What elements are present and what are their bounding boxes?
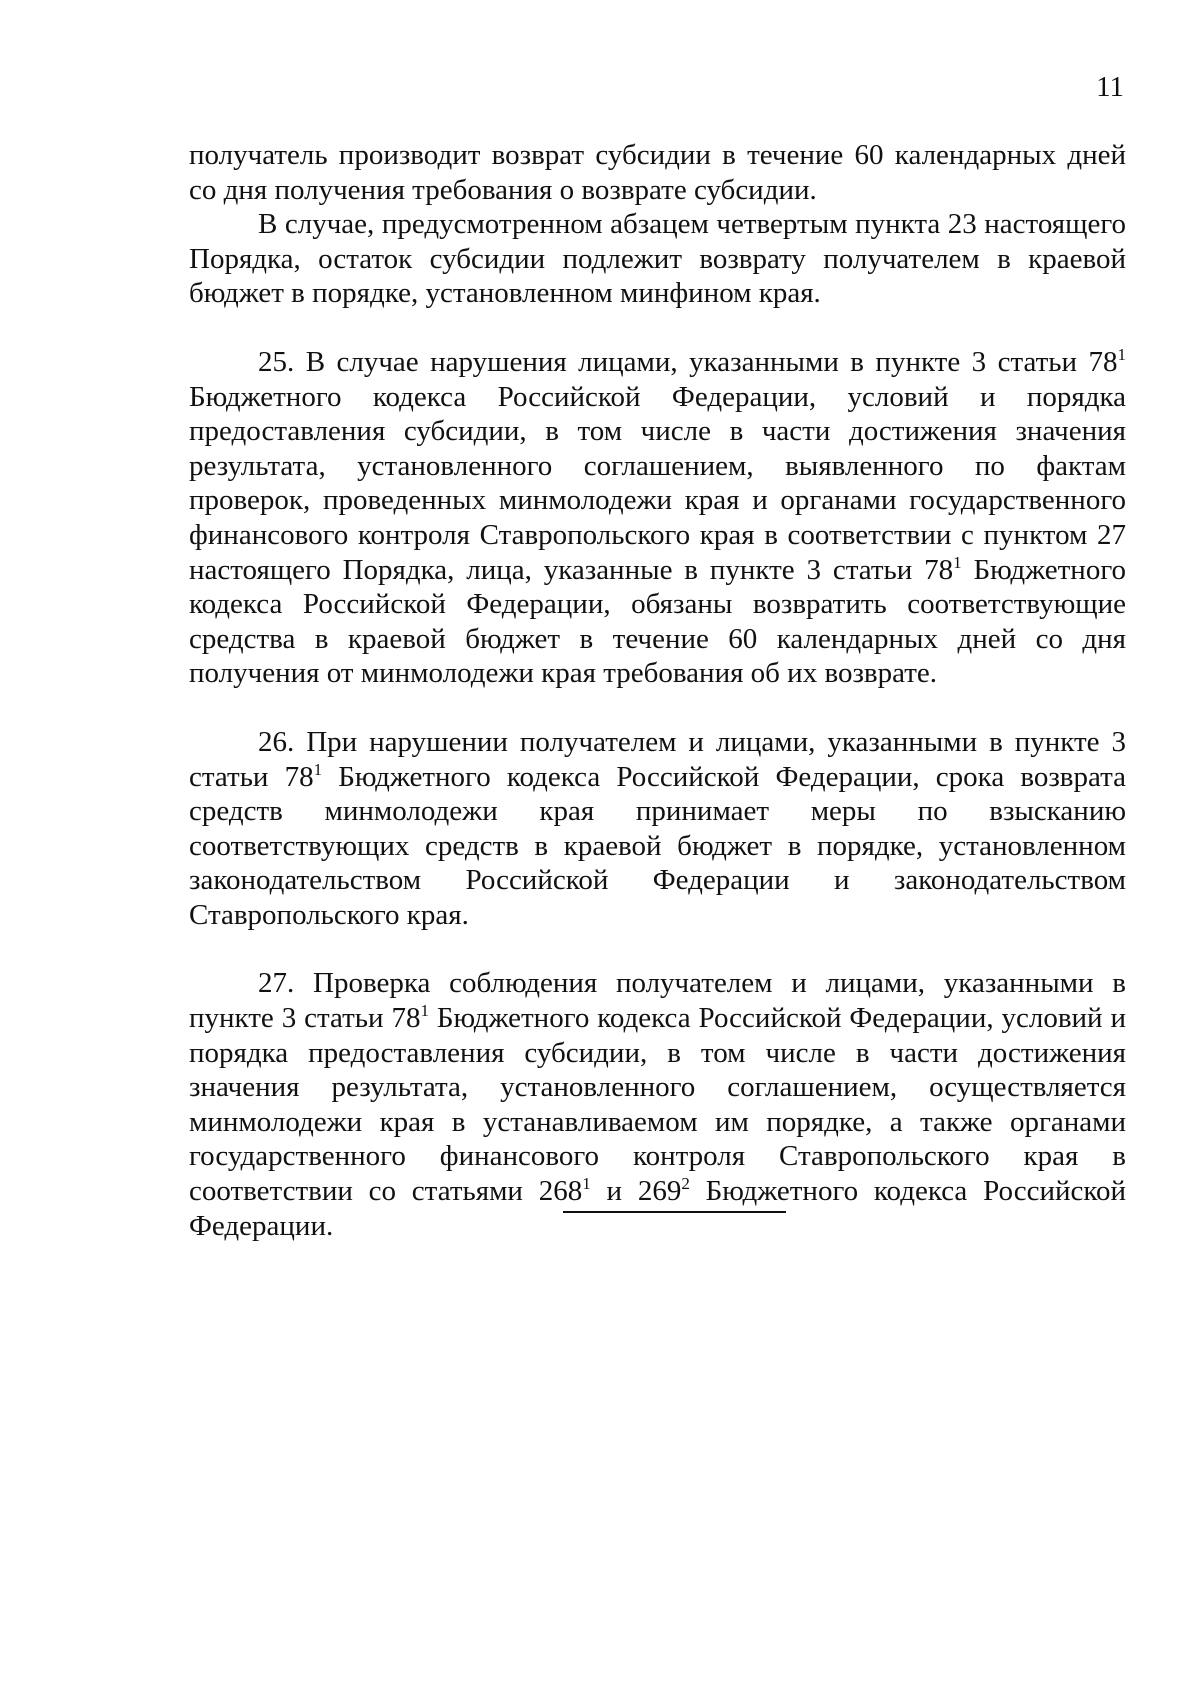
clause-27-text-2: Бюджетного кодекса Российской Федерации, условий и порядка предоставления субсидии, в том числе в части достижения значения результата, установленного соглашением, осуществляется минмолодежи края в устанавливаемом им порядке, а также органами государственного финансового контроля Ставропольского края в соответствии со статьями 268: [189, 1002, 1126, 1208]
superscript: 1: [582, 1174, 591, 1194]
document-end-rule: [563, 1211, 786, 1213]
paragraph-return-remainder: В случае, предусмотренном абзацем четвертым пункта 23 настоящего Порядка, остаток субсидии подлежит возврату получателем в краевой бюджет в порядке, установленном минфином края.: [189, 208, 1126, 310]
superscript: 1: [1117, 344, 1126, 364]
clause-25: [189, 345, 1126, 691]
superscript: 1: [953, 552, 962, 572]
clause-25-text-3: Бюджетного кодекса Российской Федерации, обязаны возвратить соответствующие средства в краевой бюджет в течение 60 календарных дней со дня получения от минмолодежи края требования об их возврате.: [189, 553, 1126, 690]
clause-26-text-1: 26. При нарушении получателем и лицами, указанными в пункте 3 статьи 78: [189, 725, 1126, 793]
clause-27-text-1: 27. Проверка соблюдения получателем и лицами, указанными в пункте 3 статьи 78: [189, 967, 1126, 1035]
superscript: 2: [681, 1174, 690, 1194]
clause-26-text-2: Бюджетного кодекса Российской Федерации, срока возврата средств минмолодежи края принимает меры по взысканию соответствующих средств в краевой бюджет в порядке, установленном законодательством Российской Федерации и законодательством Ставропольского края.: [189, 760, 1126, 931]
superscript: 1: [420, 1001, 429, 1021]
page-number: 11: [1096, 71, 1124, 103]
clause-27: [189, 966, 1126, 1243]
document-body: [189, 138, 1126, 1243]
clause-26: [189, 725, 1126, 933]
superscript: 1: [313, 759, 323, 779]
clause-27-text-4: Бюджетного кодекса Российской Федерации.: [189, 1175, 1126, 1242]
clause-27-text-3: и 269: [590, 1175, 682, 1208]
paragraph-continuation: получатель производит возврат субсидии в течение 60 календарных дней со дня получения требования о возврате субсидии.: [189, 139, 1126, 206]
clause-25-text-2: Бюджетного кодекса Российской Федерации, условий и порядка предоставления субсидии, в том числе в части достижения значения результата, установленного соглашением, выявленного по фактам проверок, проведенных минмолодежи края и органами государственного финансового контроля Ставропольского края в соответствии с пунктом 27 настоящего Порядка, лица, указанные в пункте 3 статьи 78: [189, 380, 1126, 586]
clause-25-text-1: 25. В случае нарушения лицами, указанными в пункте 3 статьи 78: [258, 345, 1118, 378]
